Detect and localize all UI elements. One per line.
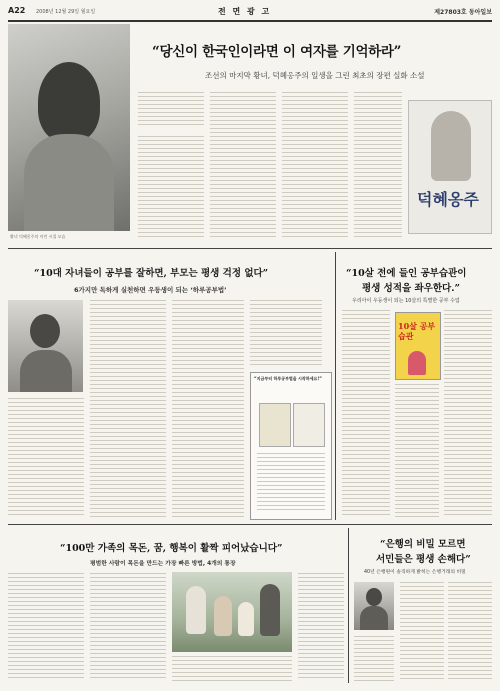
portrait-dress <box>24 134 114 231</box>
page-number: A22 <box>8 6 26 15</box>
divider-2 <box>8 524 492 525</box>
photo-caption: 황녀 덕혜옹주의 어린 시절 모습 <box>10 234 66 239</box>
ad4-body-col1 <box>8 573 84 681</box>
ad1-subhead: 조선의 마지막 황녀, 덕혜옹주의 일생을 그린 최초의 장편 실화 소설 <box>205 71 425 80</box>
ad5-headline-line1: “은행의 비밀 모르면 <box>380 539 466 550</box>
ad3-body-col1 <box>342 310 390 518</box>
ad2-book-2 <box>293 403 325 447</box>
ad1-headline: “당신이 한국인이라면 이 여자를 기억하라” <box>152 44 402 60</box>
page-header <box>8 6 492 22</box>
ad3-book-title: 10살 공부습관 <box>398 321 436 341</box>
author-head <box>30 314 60 348</box>
family-person-1 <box>186 586 206 634</box>
banker-head <box>366 588 382 606</box>
section-title: 전 면 광 고 <box>218 6 272 16</box>
ad1-body-col3 <box>282 92 348 240</box>
author-body <box>20 350 72 392</box>
ad3-headline-line1: “10살 전에 들인 공부습관이 <box>346 268 467 279</box>
ad2-body-col2 <box>90 300 166 518</box>
ad2-body-col4 <box>250 300 322 368</box>
author-photo <box>8 300 83 392</box>
ad2-book-1 <box>259 403 291 447</box>
family-photo <box>172 572 292 652</box>
publisher-logo: 동아일보 <box>468 9 492 16</box>
date-line: 2008년 12월 29일 월요일 <box>36 9 96 15</box>
ad2-body-col1 <box>8 398 84 518</box>
banker-body <box>360 606 388 630</box>
ad1-body-col1b <box>138 136 204 240</box>
portrait-silhouette <box>38 62 100 142</box>
family-person-2 <box>214 596 232 636</box>
ad4-subhead: 평범한 사람이 목돈을 만드는 가장 빠른 방법, 4개의 통장 <box>90 561 236 567</box>
ad5-subhead: 40년 은행원이 솔직하게 밝히는 은행거래의 비밀 <box>364 570 466 575</box>
ad3-body-col2 <box>444 310 492 518</box>
ad2-subhead: 6가지만 독하게 실천하면 우등생이 되는 ‘하루공부법’ <box>74 286 227 294</box>
princess-photo <box>8 24 130 231</box>
vertical-divider-2 <box>348 528 349 683</box>
ad1-book-cover <box>408 100 492 234</box>
ad5-headline-line2: 서민들은 평생 손해다” <box>376 554 471 565</box>
ad2-box-text <box>257 453 325 513</box>
ad3-body-col3 <box>395 384 439 518</box>
ad3-headline-line2: 평생 성적을 좌우한다.” <box>362 283 460 294</box>
divider-1 <box>8 248 492 249</box>
issue-number: 제27803호 <box>434 9 467 16</box>
ad5-body-col3 <box>448 582 492 681</box>
ad2-box-title: “지금부터 하루공부법을 시작하세요!” <box>254 376 322 381</box>
ad2-body-col3 <box>172 300 244 518</box>
ad4-body-col2 <box>90 573 166 681</box>
ad3-book-child <box>408 351 426 375</box>
ad1-body-col4 <box>354 92 402 240</box>
ad5-body-col1 <box>354 636 394 681</box>
banker-photo <box>354 582 394 630</box>
book-figure <box>431 111 471 181</box>
ad1-book-title: 덕혜옹주 <box>417 190 479 209</box>
ad3-book-cover <box>395 312 441 380</box>
ad4-body-col4 <box>298 573 344 681</box>
family-person-3 <box>238 602 254 636</box>
ad4-body-col3 <box>172 656 292 681</box>
publisher-name <box>434 7 492 16</box>
ad2-headline: “10대 자녀들이 공부를 잘하면, 부모는 평생 걱정 없다” <box>34 268 269 279</box>
ad3-subhead: 우리아이 우등생이 되는 10살의 특별한 공부 수업 <box>352 298 460 304</box>
ad1-body-col2 <box>210 92 276 240</box>
family-person-4 <box>260 584 280 636</box>
vertical-divider-1 <box>335 252 336 520</box>
ad2-promo-box <box>250 372 332 520</box>
ad1-body-col1 <box>138 92 204 128</box>
ad5-body-col2 <box>400 582 444 681</box>
ad4-headline: “100만 가족의 목돈, 꿈, 행복이 활짝 피어났습니다” <box>60 543 283 554</box>
